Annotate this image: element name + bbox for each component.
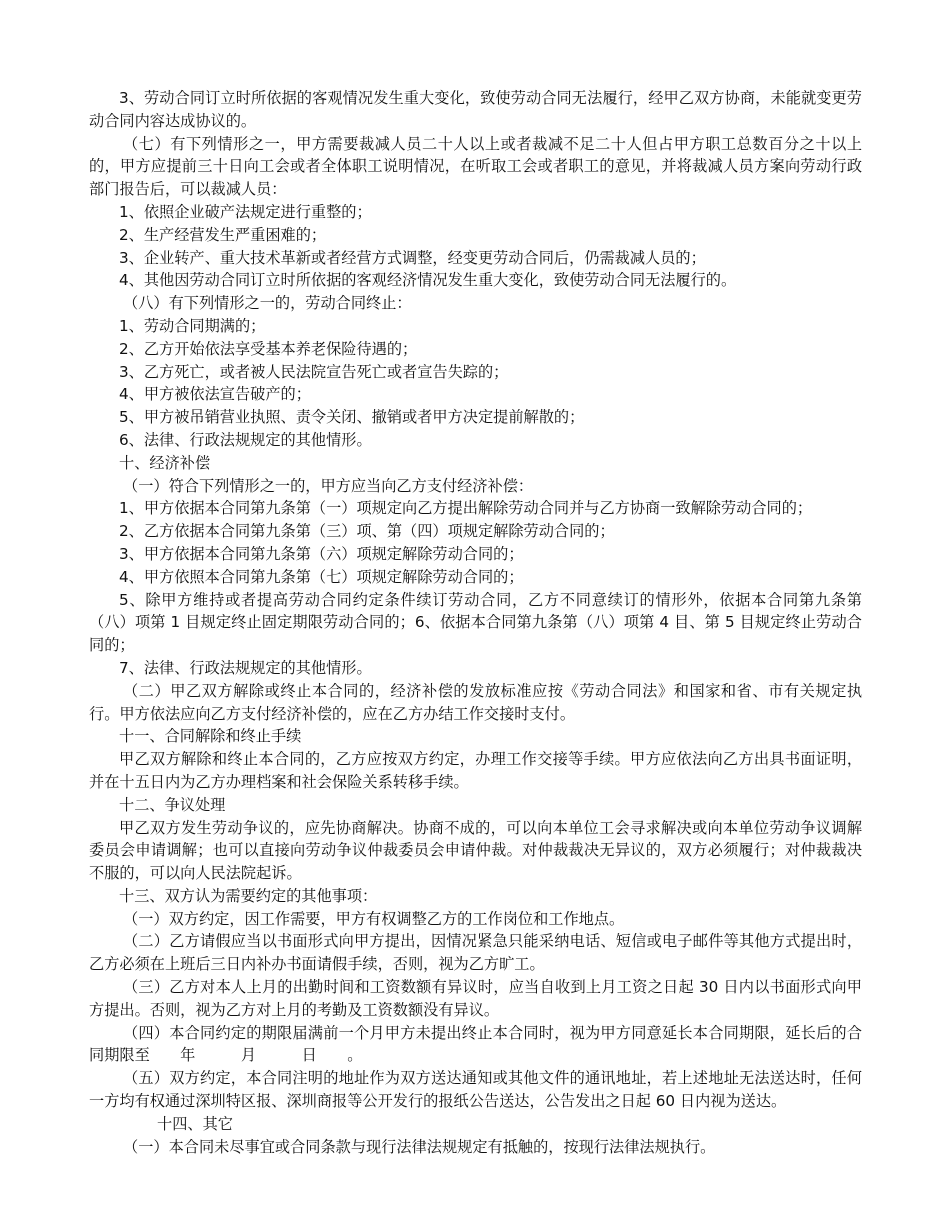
list-item: 7、法律、行政法规规定的其他情形。 — [119, 658, 372, 677]
paragraph-clause-9-6-3: 3、劳动合同订立时所依据的客观情况发生重大变化，致使劳动合同无法履行，经甲乙双方协商，未能就变更劳动合同内容达成协议的。 — [89, 89, 862, 130]
paragraph-clause-11: 甲乙双方解除和终止本合同的，乙方应按双方约定，办理工作交接等手续。甲方应依法向乙方出具书面证明，并在十五日内为乙方办理档案和社会保险关系转移手续。 — [89, 750, 862, 791]
list-item: 1、甲方依据本合同第九条第（一）项规定向乙方提出解除劳动合同并与乙方协商一致解除劳动合同的； — [119, 499, 813, 518]
list-item: 2、生产经营发生严重困难的； — [119, 225, 327, 244]
section-heading-11: 十一、合同解除和终止手续 — [119, 727, 302, 746]
list-item: 2、乙方开始依法享受基本养老保险待遇的； — [119, 339, 418, 358]
list-item: 2、乙方依据本合同第九条第（三）项、第（四）项规定解除劳动合同的； — [119, 522, 615, 541]
list-item: 5、除甲方维持或者提高劳动合同约定条件续订劳动合同，乙方不同意续订的情形外，依据本合同第九条第（八）项第 1 目规定终止固定期限劳动合同的；6、依据本合同第九条第（八）项第 4 目、第 5 目规定终止劳动合同的； — [89, 590, 862, 655]
list-item: 1、劳动合同期满的； — [119, 316, 266, 335]
paragraph-clause-10-2: （二）甲乙双方解除或终止本合同的，经济补偿的发放标准应按《劳动合同法》和国家和省、市有关规定执行。甲方依法应向乙方支付经济补偿的，应在乙方办结工作交接时支付。 — [89, 681, 862, 723]
list-item: 6、法律、行政法规规定的其他情形。 — [119, 430, 372, 449]
list-item: 4、甲方被依法宣告破产的； — [119, 385, 311, 404]
list-item: 1、依照企业破产法规定进行重整的； — [119, 202, 372, 221]
list-item: 3、企业转产、重大技术革新或者经营方式调整，经变更劳动合同后，仍需裁减人员的； — [119, 248, 706, 267]
paragraph-clause-14-1: （一）本合同未尽事宜或合同条款与现行法律法规规定有抵触的，按现行法律法规执行。 — [123, 1137, 716, 1156]
paragraph-clause-9-8: （八）有下列情形之一的，劳动合同终止： — [123, 294, 412, 313]
paragraph-clause-13-3: （三）乙方对本人上月的出勤时间和工资数额有异议时，应当自收到上月工资之日起 30 日内以书面形式向甲方提出。否则，视为乙方对上月的考勤及工资数额没有异议。 — [89, 978, 862, 1019]
section-heading-14: 十四、其它 — [157, 1114, 233, 1133]
list-item: 3、乙方死亡，或者被人民法院宣告死亡或者宣告失踪的； — [119, 362, 509, 381]
paragraph-clause-13-2: （二）乙方请假应当以书面形式向甲方提出，因情况紧急只能采纳电话、短信或电子邮件等其他方式提出时，乙方必须在上班后三日内补办书面请假手续，否则，视为乙方旷工。 — [89, 932, 862, 974]
paragraph-clause-10-1: （一）符合下列情形之一的，甲方应当向乙方支付经济补偿： — [123, 476, 534, 495]
paragraph-clause-13-5: （五）双方约定，本合同注明的地址作为双方送达通知或其他文件的通讯地址，若上述地址无法送达时，任何一方均有权通过深圳特区报、深圳商报等公开发行的报纸公告送达，公告发出之日起 60 日内视为送达。 — [89, 1069, 862, 1111]
paragraph-clause-13-1: （一）双方约定，因工作需要，甲方有权调整乙方的工作岗位和工作地点。 — [123, 909, 625, 928]
list-item: 5、甲方被吊销营业执照、责令关闭、撤销或者甲方决定提前解散的； — [119, 408, 585, 427]
list-item: 4、甲方依照本合同第九条第（七）项规定解除劳动合同的； — [119, 567, 524, 586]
paragraph-clause-12: 甲乙双方发生劳动争议的，应先协商解决。协商不成的，可以向本单位工会寻求解决或向本单位劳动争议调解委员会申请调解；也可以直接向劳动争议仲裁委员会申请仲裁。对仲裁裁决无异议的，双方必须履行；对仲裁裁决不服的，可以向人民法院起诉。 — [89, 818, 862, 883]
paragraph-clause-13-4: （四）本合同约定的期限届满前一个月甲方未提出终止本合同时，视为甲方同意延长本合同期限，延长后的合同期限至 年 月 日 。 — [89, 1023, 862, 1065]
section-heading-12: 十二、争议处理 — [119, 795, 226, 814]
list-item: 4、其他因劳动合同订立时所依据的客观经济情况发生重大变化，致使劳动合同无法履行的。 — [119, 271, 737, 290]
section-heading-13: 十三、双方认为需要约定的其他事项： — [119, 886, 378, 905]
list-item: 3、甲方依据本合同第九条第（六）项规定解除劳动合同的； — [119, 544, 524, 563]
section-heading-10: 十、经济补偿 — [119, 453, 211, 472]
paragraph-clause-9-7: （七）有下列情形之一，甲方需要裁减人员二十人以上或者裁减不足二十人但占甲方职工总数百分之十以上的，甲方应提前三十日向工会或者全体职工说明情况，在听取工会或者职工的意见，并将裁减人员方案向劳动行政部门报告后，可以裁减人员： — [89, 134, 862, 199]
